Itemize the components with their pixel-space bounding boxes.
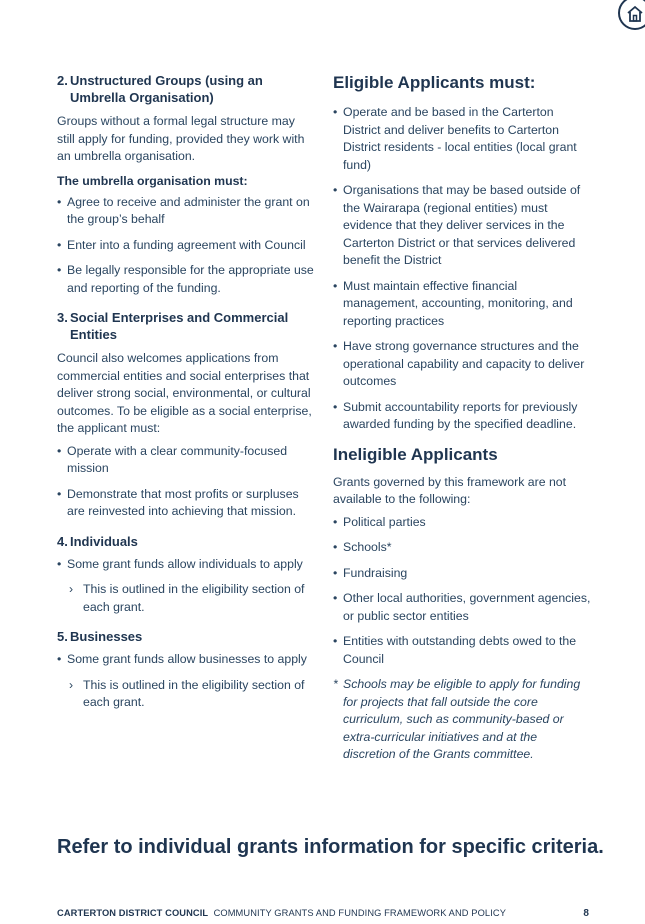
eligible-heading: Eligible Applicants must: bbox=[333, 73, 536, 92]
list-item: • Be legally responsible for the appropriate use and reporting of the funding. bbox=[57, 262, 315, 297]
list-item: • Entities with outstanding debts owed to the Council bbox=[333, 633, 591, 668]
social-enterprise-list bbox=[57, 443, 315, 521]
schools-footnote bbox=[333, 676, 591, 764]
ineligible-list bbox=[333, 514, 591, 669]
ineligible-intro: Grants governed by this framework are not available to the following: bbox=[333, 474, 567, 506]
page-footer bbox=[57, 908, 589, 918]
list-item: • Operate and be based in the Carterton District and deliver benefits to Carterton District residents - local entities (local grant fund) bbox=[333, 104, 591, 174]
left-column bbox=[57, 72, 315, 712]
list-item: • Other local authorities, government agencies, or public sector entities bbox=[333, 590, 591, 625]
list-item: • Agree to receive and administer the grant on the group’s behalf bbox=[57, 194, 315, 229]
footer-doc-title: COMMUNITY GRANTS AND FUNDING FRAMEWORK AND POLICY bbox=[213, 908, 506, 918]
section-2-heading: 2. Unstructured Groups (using an Umbrella Organisation) bbox=[57, 73, 263, 105]
section-3-intro: Council also welcomes applications from commercial entities and social enterprises that deliver strong social, environmental, or cultural outcomes. To be eligible as a social enterprise, the applicant must: bbox=[57, 351, 312, 435]
list-item: • Some grant funds allow individuals to apply bbox=[57, 556, 315, 574]
list-item: • Must maintain effective financial management, accounting, monitoring, and reporting practices bbox=[333, 278, 591, 331]
list-item: • Some grant funds allow businesses to apply bbox=[57, 651, 315, 669]
section-4-heading: 4. Individuals bbox=[57, 533, 138, 549]
ineligible-heading: Ineligible Applicants bbox=[333, 444, 498, 464]
list-item: • Operate with a clear community-focused mission bbox=[57, 443, 315, 478]
right-column bbox=[333, 72, 591, 764]
home-button[interactable] bbox=[618, 0, 645, 30]
footnote-marker: * bbox=[333, 677, 338, 691]
list-item: • Schools* bbox=[333, 539, 591, 557]
list-item: › This is outlined in the eligibility section of each grant. bbox=[57, 581, 315, 616]
page-number: 8 bbox=[583, 908, 589, 919]
umbrella-list bbox=[57, 194, 315, 298]
individuals-sublist bbox=[57, 581, 315, 616]
list-item: • Fundraising bbox=[333, 565, 591, 583]
list-item: • Submit accountability reports for previously awarded funding by the specified deadline. bbox=[333, 399, 591, 434]
list-item: • Have strong governance structures and the operational capability and capacity to deliver outcomes bbox=[333, 338, 591, 391]
refer-statement: Refer to individual grants information for specific criteria. bbox=[57, 836, 604, 858]
businesses-sublist bbox=[57, 677, 315, 712]
section-2-intro: Groups without a formal legal structure may still apply for funding, provided they work with an umbrella organisation. bbox=[57, 114, 305, 163]
list-item: • Organisations that may be based outside of the Wairarapa (regional entities) must evidence that they deliver services in the Carterton District or that services delivered benefit the District bbox=[333, 182, 591, 270]
section-3-heading: 3. Social Enterprises and Commercial Entities bbox=[57, 310, 289, 342]
list-item: • Political parties bbox=[333, 514, 591, 532]
businesses-list bbox=[57, 651, 315, 669]
list-item: › This is outlined in the eligibility section of each grant. bbox=[57, 677, 315, 712]
list-item: • Enter into a funding agreement with Council bbox=[57, 237, 315, 255]
footnote-text: Schools may be eligible to apply for funding for projects that fall outside the core curriculum, such as community-based or extra-curricular initiatives and at the discretion of the Grants committee. bbox=[343, 677, 581, 761]
list-item: • Demonstrate that most profits or surpluses are reinvested into achieving that mission. bbox=[57, 486, 315, 521]
home-icon bbox=[626, 5, 644, 23]
footer-org: CARTERTON DISTRICT COUNCIL bbox=[57, 908, 209, 918]
section-5-heading: 5. Businesses bbox=[57, 629, 143, 644]
umbrella-subheading: The umbrella organisation must: bbox=[57, 173, 248, 188]
eligible-list bbox=[333, 104, 591, 434]
individuals-list bbox=[57, 556, 315, 574]
